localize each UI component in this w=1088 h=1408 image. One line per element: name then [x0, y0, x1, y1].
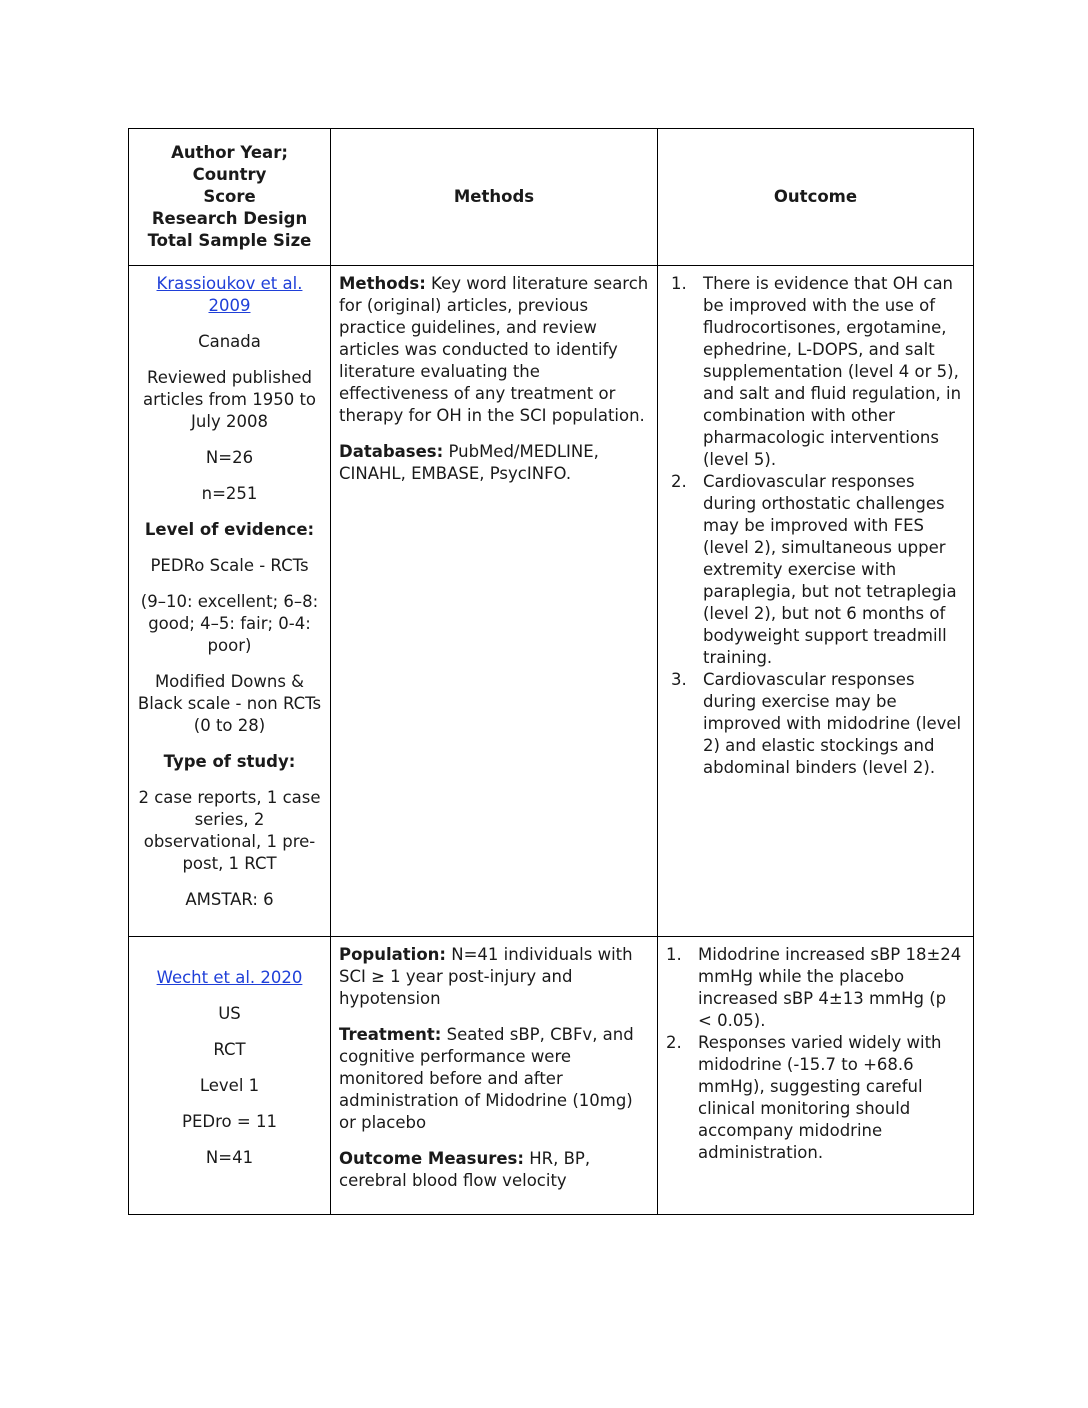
author-detail: Canada: [198, 332, 261, 351]
header-author: [129, 129, 331, 266]
header-methods: Methods: [331, 129, 658, 266]
outcome-text: Cardiovascular responses during orthostatic challenges may be improved with FES (level 2), simultaneous upper extremity exercise with paraplegia, but not tetraplegia (level 2), but not 6 months of bodyweight support treadmill training.: [703, 472, 957, 667]
author-detail: n=251: [201, 484, 258, 503]
author-detail: AMSTAR: 6: [185, 890, 274, 909]
methods-paragraph: [339, 273, 649, 427]
outcome-text: Midodrine increased sBP 18±24 mmHg while the placebo increased sBP 4±13 mmHg (p < 0.05).: [698, 945, 962, 1030]
list-item: [666, 669, 965, 779]
methods-paragraph: [339, 441, 649, 485]
list-number: 1.: [666, 945, 682, 964]
methods-label: Databases:: [339, 442, 444, 461]
header-row: [129, 129, 974, 266]
author-detail: US: [218, 1004, 241, 1023]
methods-text: HR, BP, cerebral blood flow velocity: [339, 1149, 591, 1190]
author-detail: Reviewed published articles from 1950 to July 2008: [142, 368, 317, 431]
methods-label: Treatment:: [339, 1025, 442, 1044]
citation-link[interactable]: Krassioukov et al. 2009: [156, 274, 303, 315]
methods-text: Key word literature search for (original) articles, previous practice guidelines, and review articles was conducted to identify literature evaluating the effectiveness of any treatment or therapy for OH in the SCI population.: [339, 274, 649, 425]
methods-text: N=41 individuals with SCI ≥ 1 year post-injury and hypotension: [339, 945, 633, 1008]
author-detail: Level 1: [199, 1076, 260, 1095]
header-author-line: Total Sample Size: [147, 231, 312, 250]
document-page: [128, 128, 973, 1215]
author-detail: RCT: [213, 1040, 246, 1059]
methods-text: PubMed/MEDLINE, CINAHL, EMBASE, PsycINFO.: [339, 442, 599, 483]
outcome-list: [666, 944, 965, 1164]
author-cell: [129, 937, 331, 1215]
list-item: [666, 273, 965, 471]
citation-link[interactable]: Wecht et al. 2020: [156, 968, 303, 987]
outcome-text: There is evidence that OH can be improved with the use of fludrocortisones, ergotamine, ephedrine, L-DOPS, and salt supplementation (level 4 or 5), and salt and fluid regulation, in combination with other pharmacologic interventions (level 5).: [703, 274, 962, 469]
methods-cell: [331, 266, 658, 937]
methods-label: Population:: [339, 945, 447, 964]
author-detail: 2 case reports, 1 case series, 2 observational, 1 pre-post, 1 RCT: [138, 788, 321, 873]
list-number: 1.: [671, 274, 687, 293]
list-item: [666, 471, 965, 669]
outcome-cell: [658, 266, 974, 937]
list-item: [666, 1032, 965, 1164]
list-number: 3.: [671, 670, 687, 689]
evidence-table: [128, 128, 974, 1215]
author-detail: (9–10: excellent; 6–8: good; 4–5: fair; 0-4: poor): [140, 592, 319, 655]
methods-label: Outcome Measures:: [339, 1149, 524, 1168]
author-detail: Modified Downs & Black scale - non RCTs (0 to 28): [137, 672, 322, 735]
header-author-line: Author Year;: [171, 143, 288, 162]
methods-label: Methods:: [339, 274, 426, 293]
header-author-line: Country: [192, 165, 267, 184]
methods-text: Seated sBP, CBFv, and cognitive performance were monitored before and after administration of Midodrine (10mg) or placebo: [339, 1025, 634, 1132]
author-detail: N=26: [205, 448, 254, 467]
methods-paragraph: [339, 944, 649, 1010]
header-author-line: Research Design: [151, 209, 308, 228]
outcome-text: Cardiovascular responses during exercise may be improved with midodrine (level 2) and elastic stockings and abdominal binders (level 2).: [703, 670, 962, 777]
header-author-line: Score: [203, 187, 256, 206]
type-of-study-label: Type of study:: [163, 752, 296, 771]
outcome-list: [666, 273, 965, 779]
methods-paragraph: [339, 1148, 649, 1192]
outcome-text: Responses varied widely with midodrine (-15.7 to +68.6 mmHg), suggesting careful clinical monitoring should accompany midodrine administration.: [698, 1033, 942, 1162]
outcome-cell: [658, 937, 974, 1215]
author-detail: PEDro = 11: [182, 1112, 277, 1131]
author-detail: N=41: [205, 1148, 254, 1167]
table-row: [129, 937, 974, 1215]
table-row: [129, 266, 974, 937]
methods-cell: [331, 937, 658, 1215]
list-number: 2.: [671, 472, 687, 491]
methods-paragraph: [339, 1024, 649, 1134]
list-number: 2.: [666, 1033, 682, 1052]
list-item: [666, 944, 965, 1032]
header-outcome: Outcome: [658, 129, 974, 266]
level-of-evidence-label: Level of evidence:: [144, 520, 315, 539]
author-detail: PEDRo Scale - RCTs: [150, 556, 309, 575]
author-cell: [129, 266, 331, 937]
